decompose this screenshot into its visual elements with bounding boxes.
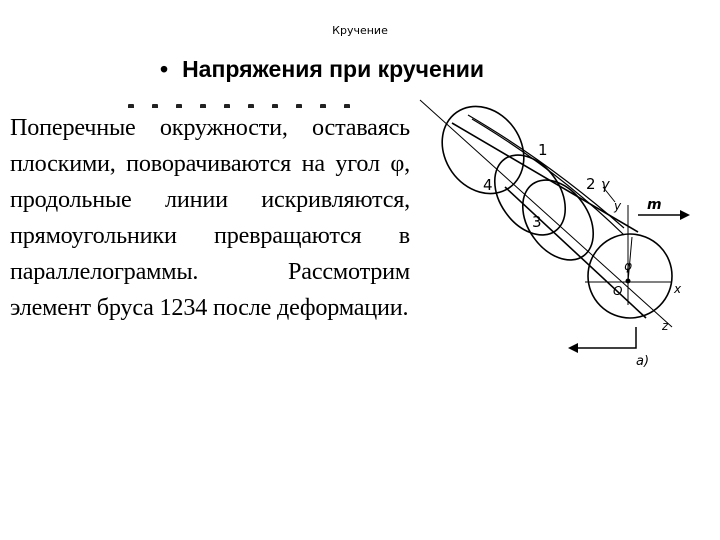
- label-point-4: 4: [483, 176, 493, 194]
- label-y: y: [614, 199, 622, 213]
- title-text: Напряжения при кручении: [182, 56, 484, 82]
- label-z: z: [662, 319, 669, 333]
- label-x: x: [674, 282, 682, 296]
- reaction-arrow: [578, 327, 636, 348]
- label-gamma: γ: [601, 177, 610, 193]
- label-point-3: 3: [532, 213, 542, 231]
- figure-caption: а): [636, 354, 650, 369]
- label-point-1: 1: [538, 141, 548, 159]
- label-point-2: 2: [586, 175, 596, 193]
- slide-title: [160, 56, 484, 83]
- cylinder-bottom-edge: [505, 187, 646, 318]
- label-origin: O: [613, 284, 623, 298]
- label-m: m: [647, 197, 662, 213]
- slide-header: Кручение: [332, 24, 388, 37]
- torsion-diagram: [410, 95, 710, 385]
- shaft-axis-line: [420, 100, 672, 327]
- scan-artifact: [128, 96, 403, 108]
- label-phi: φ: [624, 259, 632, 273]
- title-bullet: •: [160, 56, 169, 82]
- torsion-diagram-svg: [410, 95, 710, 385]
- reaction-arrowhead: [568, 343, 578, 353]
- torque-m-arrowhead: [680, 210, 690, 220]
- origin-dot: [626, 279, 631, 284]
- body-paragraph: Поперечные окружности, оставаясь плоскими, поворачиваются на угол φ, продольные линии искривляются, прямоугольники превращаются в параллелограммы. Рассмотрим элемент бруса 1234 после деформации.: [10, 114, 410, 321]
- generatrix-line-1: [468, 115, 624, 228]
